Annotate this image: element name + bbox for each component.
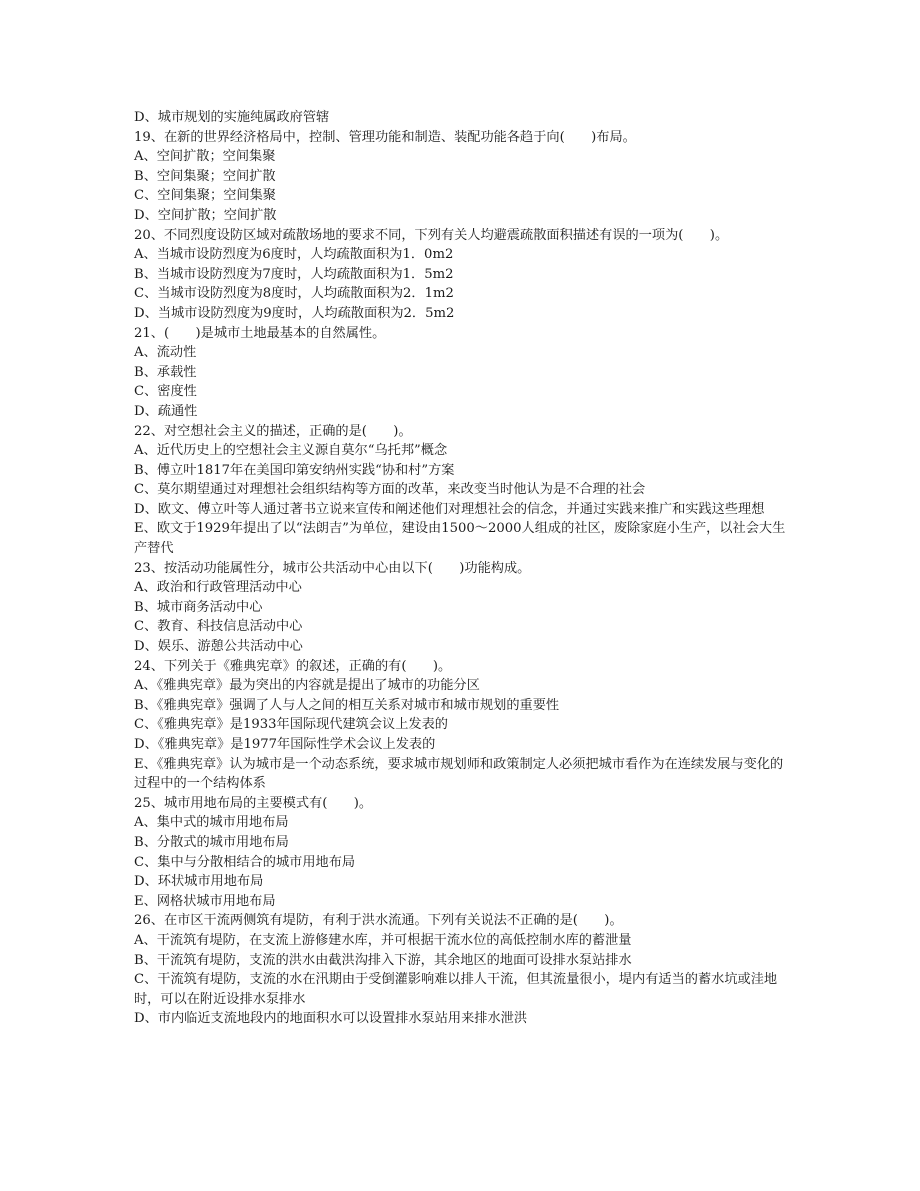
option-d: D、环状城市用地布局 (134, 874, 264, 890)
option-d: D、市内临近支流地段内的地面积水可以设置排水泵站用来排水泄洪 (134, 1011, 528, 1027)
option-c: C、莫尔期望通过对理想社会组织结构等方面的改革，来改变当时他认为是不合理的社会 (134, 482, 646, 498)
document-body (134, 108, 794, 1029)
option-b: B、当城市设防烈度为7度时，人均疏散面积为1．5m2 (134, 266, 454, 282)
option-b: B、空间集聚；空间扩散 (134, 168, 276, 184)
option-c: C、密度性 (134, 384, 197, 400)
option-d: D、欧文、傅立叶等人通过著书立说来宣传和阐述他们对理想社会的信念，并通过实践来推广和实践这些理想 (134, 501, 765, 517)
option-d: D、空间扩散；空间扩散 (134, 207, 277, 223)
option-b: B、承载性 (134, 364, 197, 380)
option-a: A、当城市设防烈度为6度时，人均疏散面积为1．0m2 (134, 247, 454, 263)
option-d: D、《雅典宪章》是1977年国际性学术会议上发表的 (134, 737, 436, 752)
question-25: 25、城市用地布局的主要模式有( )。 (134, 795, 373, 811)
question-23: 23、按活动功能属性分，城市公共活动中心由以下( )功能构成。 (134, 560, 531, 576)
option-a: A、流动性 (134, 345, 197, 361)
option-e: E、欧文于1929年提出了以“法朗吉”为单位，建设由1500～2000人组成的社区，废除家庭小生产，以社会大生产替代 (134, 521, 786, 557)
question-20: 20、不同烈度设防区域对疏散场地的要求不同，下列有关人均避震疏散面积描述有误的一项为( )。 (134, 227, 729, 243)
option-b: B、城市商务活动中心 (134, 599, 263, 615)
option-a: A、空间扩散；空间集聚 (134, 149, 276, 165)
option-a: A、近代历史上的空想社会主义源自莫尔“乌托邦”概念 (134, 443, 448, 459)
option-c: C、空间集聚；空间集聚 (134, 188, 276, 204)
option-b: B、分散式的城市用地布局 (134, 834, 289, 850)
option-b: B、《雅典宪章》强调了人与人之间的相互关系对城市和城市规划的重要性 (134, 697, 560, 713)
option-d: D、当城市设防烈度为9度时，人均疏散面积为2．5m2 (134, 305, 455, 321)
option-c: C、教育、科技信息活动中心 (134, 619, 303, 635)
text-line: D、城市规划的实施纯属政府管辖 (134, 110, 330, 125)
option-c: C、《雅典宪章》是1933年国际现代建筑会议上发表的 (134, 717, 448, 733)
option-d: D、疏通性 (134, 403, 198, 419)
option-b: B、干流筑有堤防，支流的洪水由截洪沟排入下游，其余地区的地面可设排水泵站排水 (134, 952, 632, 968)
question-21: 21、( )是城市土地最基本的自然属性。 (134, 325, 386, 341)
question-22: 22、对空想社会主义的描述，正确的是( )。 (134, 423, 412, 439)
question-19: 19、在新的世界经济格局中，控制、管理功能和制造、装配功能各趋于向( )布局。 (134, 129, 636, 145)
option-b: B、傅立叶1817年在美国印第安纳州实践“协和村”方案 (134, 462, 455, 478)
option-a: A、《雅典宪章》最为突出的内容就是提出了城市的功能分区 (134, 678, 480, 694)
option-e: E、《雅典宪章》认为城市是一个动态系统，要求城市规划师和政策制定人必须把城市看作为在连续发展与变化的过程中的一个结构体系 (134, 756, 784, 792)
option-c: C、集中与分散相结合的城市用地布局 (134, 854, 356, 870)
option-c: C、干流筑有堤防，支流的水在汛期由于受倒灌影响难以排人干流，但其流量很小，堤内有适当的蓄水坑或洼地时，可以在附近设排水泵排水 (134, 972, 778, 1007)
option-c: C、当城市设防烈度为8度时，人均疏散面积为2．1m2 (134, 286, 454, 302)
option-d: D、娱乐、游憩公共活动中心 (134, 639, 303, 655)
option-a: A、集中式的城市用地布局 (134, 815, 289, 831)
question-24: 24、下列关于《雅典宪章》的叙述，正确的有( )。 (134, 658, 452, 674)
option-a: A、干流筑有堤防，在支流上游修建水库，并可根据干流水位的高低控制水库的蓄泄量 (134, 932, 632, 948)
option-e: E、网格状城市用地布局 (134, 893, 276, 909)
question-26: 26、在市区干流两侧筑有堤防，有利于洪水流通。下列有关说法不正确的是( )。 (134, 913, 623, 929)
option-a: A、政治和行政管理活动中心 (134, 580, 302, 596)
